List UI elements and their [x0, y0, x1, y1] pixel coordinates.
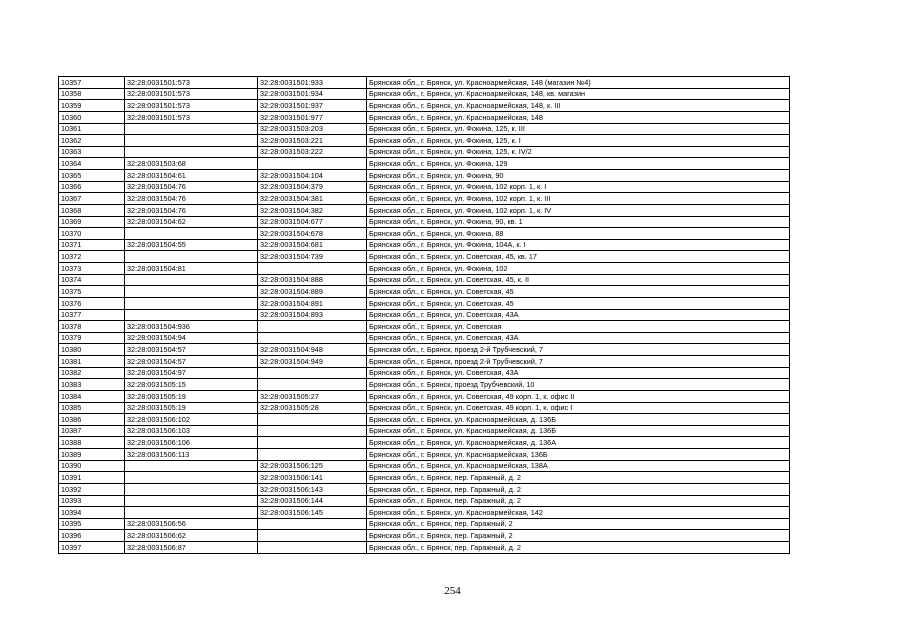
object-cadastral-number-cell: 32:28:0031504:382 [258, 204, 367, 216]
address-cell: Брянская обл., г. Брянск, проезд 2-й Трубчевский, 7 [367, 344, 790, 356]
address-cell: Брянская обл., г. Брянск, пер. Гаражный, 2 [367, 530, 790, 542]
table-row [59, 321, 790, 333]
object-cadastral-number-cell: 32:28:0031504:889 [258, 286, 367, 298]
object-cadastral-number-cell: 32:28:0031504:948 [258, 344, 367, 356]
address-cell: Брянская обл., г. Брянск, проезд 2-й Трубчевский, 7 [367, 356, 790, 368]
object-cadastral-number-cell [258, 518, 367, 530]
parcel-cadastral-number-cell [125, 251, 258, 263]
row-number-cell: 10378 [59, 321, 125, 333]
table-row [59, 239, 790, 251]
address-cell: Брянская обл., г. Брянск, ул. Красноармейская, д. 136Б [367, 425, 790, 437]
row-number-cell: 10389 [59, 449, 125, 461]
parcel-cadastral-number-cell [125, 460, 258, 472]
table-row [59, 390, 790, 402]
row-number-cell: 10392 [59, 483, 125, 495]
table-row [59, 100, 790, 112]
parcel-cadastral-number-cell: 32:28:0031504:97 [125, 367, 258, 379]
parcel-cadastral-number-cell: 32:28:0031504:57 [125, 344, 258, 356]
table-row [59, 495, 790, 507]
object-cadastral-number-cell: 32:28:0031504:379 [258, 181, 367, 193]
address-cell: Брянская обл., г. Брянск, ул. Советская, 49 корп. 1, к. офис II [367, 390, 790, 402]
object-cadastral-number-cell [258, 263, 367, 275]
table-row [59, 483, 790, 495]
parcel-cadastral-number-cell: 32:28:0031506:113 [125, 449, 258, 461]
page-number: 254 [444, 585, 461, 597]
row-number-cell: 10373 [59, 263, 125, 275]
address-cell: Брянская обл., г. Брянск, ул. Красноармейская, 148, к. III [367, 100, 790, 112]
table-row [59, 251, 790, 263]
object-cadastral-number-cell: 32:28:0031504:888 [258, 274, 367, 286]
row-number-cell: 10391 [59, 472, 125, 484]
address-cell: Брянская обл., г. Брянск, проезд Трубчевский, 10 [367, 379, 790, 391]
row-number-cell: 10362 [59, 135, 125, 147]
row-number-cell: 10374 [59, 274, 125, 286]
row-number-cell: 10385 [59, 402, 125, 414]
object-cadastral-number-cell: 32:28:0031504:677 [258, 216, 367, 228]
parcel-cadastral-number-cell [125, 483, 258, 495]
parcel-cadastral-number-cell [125, 507, 258, 519]
address-cell: Брянская обл., г. Брянск, ул. Фокина, 129 [367, 158, 790, 170]
parcel-cadastral-number-cell: 32:28:0031506:56 [125, 518, 258, 530]
object-cadastral-number-cell [258, 321, 367, 333]
table-row [59, 297, 790, 309]
object-cadastral-number-cell: 32:28:0031506:141 [258, 472, 367, 484]
address-cell: Брянская обл., г. Брянск, ул. Советская, 43А [367, 309, 790, 321]
object-cadastral-number-cell: 32:28:0031505:28 [258, 402, 367, 414]
object-cadastral-number-cell: 32:28:0031506:144 [258, 495, 367, 507]
table-row [59, 123, 790, 135]
row-number-cell: 10368 [59, 204, 125, 216]
row-number-cell: 10358 [59, 88, 125, 100]
address-cell: Брянская обл., г. Брянск, ул. Фокина, 90, кв. 1 [367, 216, 790, 228]
parcel-cadastral-number-cell: 32:28:0031504:62 [125, 216, 258, 228]
parcel-cadastral-number-cell: 32:28:0031506:62 [125, 530, 258, 542]
row-number-cell: 10361 [59, 123, 125, 135]
address-cell: Брянская обл., г. Брянск, ул. Красноармейская, д. 136Б [367, 414, 790, 426]
row-number-cell: 10380 [59, 344, 125, 356]
object-cadastral-number-cell [258, 332, 367, 344]
row-number-cell: 10359 [59, 100, 125, 112]
table-row [59, 472, 790, 484]
address-cell: Брянская обл., г. Брянск, ул. Фокина, 102 корп. 1, к. I [367, 181, 790, 193]
row-number-cell: 10388 [59, 437, 125, 449]
row-number-cell: 10386 [59, 414, 125, 426]
table-row [59, 181, 790, 193]
address-cell: Брянская обл., г. Брянск, ул. Красноармейская, 148 (магазин №4) [367, 77, 790, 89]
row-number-cell: 10376 [59, 297, 125, 309]
table-row [59, 193, 790, 205]
table-row [59, 518, 790, 530]
table-row [59, 530, 790, 542]
object-cadastral-number-cell [258, 437, 367, 449]
parcel-cadastral-number-cell [125, 472, 258, 484]
object-cadastral-number-cell [258, 158, 367, 170]
parcel-cadastral-number-cell: 32:28:0031505:15 [125, 379, 258, 391]
parcel-cadastral-number-cell [125, 274, 258, 286]
row-number-cell: 10377 [59, 309, 125, 321]
address-cell: Брянская обл., г. Брянск, ул. Красноармейская, 142 [367, 507, 790, 519]
object-cadastral-number-cell: 32:28:0031504:739 [258, 251, 367, 263]
address-cell: Брянская обл., г. Брянск, ул. Красноармейская, д. 136А [367, 437, 790, 449]
parcel-cadastral-number-cell [125, 123, 258, 135]
object-cadastral-number-cell: 32:28:0031504:893 [258, 309, 367, 321]
row-number-cell: 10370 [59, 228, 125, 240]
address-cell: Брянская обл., г. Брянск, ул. Фокина, 102 [367, 263, 790, 275]
table-row [59, 356, 790, 368]
parcel-cadastral-number-cell: 32:28:0031504:55 [125, 239, 258, 251]
parcel-cadastral-number-cell: 32:28:0031504:76 [125, 193, 258, 205]
row-number-cell: 10367 [59, 193, 125, 205]
parcel-cadastral-number-cell [125, 135, 258, 147]
parcel-cadastral-number-cell [125, 309, 258, 321]
parcel-cadastral-number-cell: 32:28:0031504:936 [125, 321, 258, 333]
address-cell: Брянская обл., г. Брянск, ул. Красноармейская, 136Б [367, 449, 790, 461]
address-cell: Брянская обл., г. Брянск, ул. Красноармейская, 148 [367, 111, 790, 123]
object-cadastral-number-cell: 32:28:0031506:143 [258, 483, 367, 495]
object-cadastral-number-cell: 32:28:0031504:381 [258, 193, 367, 205]
row-number-cell: 10369 [59, 216, 125, 228]
table-row [59, 425, 790, 437]
row-number-cell: 10363 [59, 146, 125, 158]
row-number-cell: 10357 [59, 77, 125, 89]
row-number-cell: 10365 [59, 170, 125, 182]
object-cadastral-number-cell: 32:28:0031504:681 [258, 239, 367, 251]
table-row [59, 449, 790, 461]
object-cadastral-number-cell [258, 542, 367, 554]
row-number-cell: 10395 [59, 518, 125, 530]
row-number-cell: 10360 [59, 111, 125, 123]
table-row [59, 228, 790, 240]
table-row [59, 309, 790, 321]
object-cadastral-number-cell: 32:28:0031504:104 [258, 170, 367, 182]
parcel-cadastral-number-cell: 32:28:0031504:57 [125, 356, 258, 368]
address-cell: Брянская обл., г. Брянск, ул. Советская, 45, к. II [367, 274, 790, 286]
table-row [59, 460, 790, 472]
table-row [59, 146, 790, 158]
table-row [59, 216, 790, 228]
table-row [59, 111, 790, 123]
address-cell: Брянская обл., г. Брянск, пер. Гаражный, д. 2 [367, 542, 790, 554]
table-row [59, 88, 790, 100]
address-cell: Брянская обл., г. Брянск, пер. Гаражный, д. 2 [367, 483, 790, 495]
row-number-cell: 10390 [59, 460, 125, 472]
object-cadastral-number-cell [258, 414, 367, 426]
address-cell: Брянская обл., г. Брянск, ул. Советская [367, 321, 790, 333]
table-row [59, 77, 790, 89]
parcel-cadastral-number-cell: 32:28:0031506:102 [125, 414, 258, 426]
object-cadastral-number-cell [258, 425, 367, 437]
table-row [59, 170, 790, 182]
row-number-cell: 10372 [59, 251, 125, 263]
row-number-cell: 10394 [59, 507, 125, 519]
object-cadastral-number-cell: 32:28:0031503:221 [258, 135, 367, 147]
row-number-cell: 10366 [59, 181, 125, 193]
object-cadastral-number-cell: 32:28:0031506:145 [258, 507, 367, 519]
object-cadastral-number-cell: 32:28:0031504:949 [258, 356, 367, 368]
object-cadastral-number-cell: 32:28:0031504:678 [258, 228, 367, 240]
parcel-cadastral-number-cell: 32:28:0031505:19 [125, 402, 258, 414]
object-cadastral-number-cell [258, 449, 367, 461]
address-cell: Брянская обл., г. Брянск, ул. Фокина, 90 [367, 170, 790, 182]
object-cadastral-number-cell [258, 367, 367, 379]
table-row [59, 135, 790, 147]
table-row [59, 367, 790, 379]
row-number-cell: 10381 [59, 356, 125, 368]
object-cadastral-number-cell: 32:28:0031505:27 [258, 390, 367, 402]
object-cadastral-number-cell: 32:28:0031501:937 [258, 100, 367, 112]
table-row [59, 379, 790, 391]
address-cell: Брянская обл., г. Брянск, ул. Советская, 43А [367, 367, 790, 379]
address-cell: Брянская обл., г. Брянск, ул. Фокина, 102 корп. 1, к. III [367, 193, 790, 205]
row-number-cell: 10387 [59, 425, 125, 437]
parcel-cadastral-number-cell: 32:28:0031504:94 [125, 332, 258, 344]
object-cadastral-number-cell: 32:28:0031501:934 [258, 88, 367, 100]
table-row [59, 274, 790, 286]
table-row [59, 158, 790, 170]
table-row [59, 402, 790, 414]
parcel-cadastral-number-cell: 32:28:0031505:19 [125, 390, 258, 402]
parcel-cadastral-number-cell [125, 495, 258, 507]
address-cell: Брянская обл., г. Брянск, ул. Советская, 45, кв. 17 [367, 251, 790, 263]
table-row [59, 414, 790, 426]
address-cell: Брянская обл., г. Брянск, ул. Советская, 43А [367, 332, 790, 344]
address-cell: Брянская обл., г. Брянск, ул. Фокина, 125, к. IV/2 [367, 146, 790, 158]
address-cell: Брянская обл., г. Брянск, ул. Советская, 45 [367, 297, 790, 309]
address-cell: Брянская обл., г. Брянск, ул. Советская, 49 корп. 1, к. офис I [367, 402, 790, 414]
object-cadastral-number-cell: 32:28:0031506:125 [258, 460, 367, 472]
table-row [59, 344, 790, 356]
table-row [59, 437, 790, 449]
address-cell: Брянская обл., г. Брянск, ул. Красноармейская, 138А [367, 460, 790, 472]
parcel-cadastral-number-cell: 32:28:0031501:573 [125, 88, 258, 100]
address-cell: Брянская обл., г. Брянск, пер. Гаражный, 2 [367, 518, 790, 530]
parcel-cadastral-number-cell: 32:28:0031506:103 [125, 425, 258, 437]
row-number-cell: 10384 [59, 390, 125, 402]
parcel-cadastral-number-cell [125, 228, 258, 240]
row-number-cell: 10397 [59, 542, 125, 554]
address-cell: Брянская обл., г. Брянск, ул. Фокина, 88 [367, 228, 790, 240]
table-row [59, 507, 790, 519]
parcel-cadastral-number-cell: 32:28:0031504:76 [125, 181, 258, 193]
row-number-cell: 10393 [59, 495, 125, 507]
parcel-cadastral-number-cell [125, 297, 258, 309]
address-cell: Брянская обл., г. Брянск, ул. Фокина, 125, к. III [367, 123, 790, 135]
row-number-cell: 10375 [59, 286, 125, 298]
table-row [59, 332, 790, 344]
parcel-cadastral-number-cell: 32:28:0031504:81 [125, 263, 258, 275]
row-number-cell: 10371 [59, 239, 125, 251]
table-row [59, 286, 790, 298]
cadastral-table [58, 76, 790, 554]
table-row [59, 204, 790, 216]
row-number-cell: 10379 [59, 332, 125, 344]
parcel-cadastral-number-cell: 32:28:0031503:68 [125, 158, 258, 170]
parcel-cadastral-number-cell: 32:28:0031504:61 [125, 170, 258, 182]
row-number-cell: 10382 [59, 367, 125, 379]
parcel-cadastral-number-cell: 32:28:0031501:573 [125, 77, 258, 89]
parcel-cadastral-number-cell [125, 286, 258, 298]
address-cell: Брянская обл., г. Брянск, ул. Фокина, 104А, к. I [367, 239, 790, 251]
object-cadastral-number-cell: 32:28:0031504:891 [258, 297, 367, 309]
object-cadastral-number-cell: 32:28:0031503:203 [258, 123, 367, 135]
address-cell: Брянская обл., г. Брянск, ул. Фокина, 102 корп. 1, к. IV [367, 204, 790, 216]
object-cadastral-number-cell: 32:28:0031501:977 [258, 111, 367, 123]
address-cell: Брянская обл., г. Брянск, пер. Гаражный, д. 2 [367, 495, 790, 507]
object-cadastral-number-cell: 32:28:0031501:933 [258, 77, 367, 89]
address-cell: Брянская обл., г. Брянск, пер. Гаражный, д. 2 [367, 472, 790, 484]
object-cadastral-number-cell [258, 530, 367, 542]
cadastral-table-body [59, 77, 790, 554]
address-cell: Брянская обл., г. Брянск, ул. Советская, 45 [367, 286, 790, 298]
table-row [59, 263, 790, 275]
object-cadastral-number-cell [258, 379, 367, 391]
parcel-cadastral-number-cell: 32:28:0031506:87 [125, 542, 258, 554]
parcel-cadastral-number-cell: 32:28:0031501:573 [125, 111, 258, 123]
address-cell: Брянская обл., г. Брянск, ул. Фокина, 125, к. I [367, 135, 790, 147]
parcel-cadastral-number-cell: 32:28:0031501:573 [125, 100, 258, 112]
parcel-cadastral-number-cell [125, 146, 258, 158]
table-row [59, 542, 790, 554]
address-cell: Брянская обл., г. Брянск, ул. Красноармейская, 148, кв. магазин [367, 88, 790, 100]
row-number-cell: 10364 [59, 158, 125, 170]
parcel-cadastral-number-cell: 32:28:0031506:106 [125, 437, 258, 449]
row-number-cell: 10396 [59, 530, 125, 542]
row-number-cell: 10383 [59, 379, 125, 391]
object-cadastral-number-cell: 32:28:0031503:222 [258, 146, 367, 158]
parcel-cadastral-number-cell: 32:28:0031504:76 [125, 204, 258, 216]
